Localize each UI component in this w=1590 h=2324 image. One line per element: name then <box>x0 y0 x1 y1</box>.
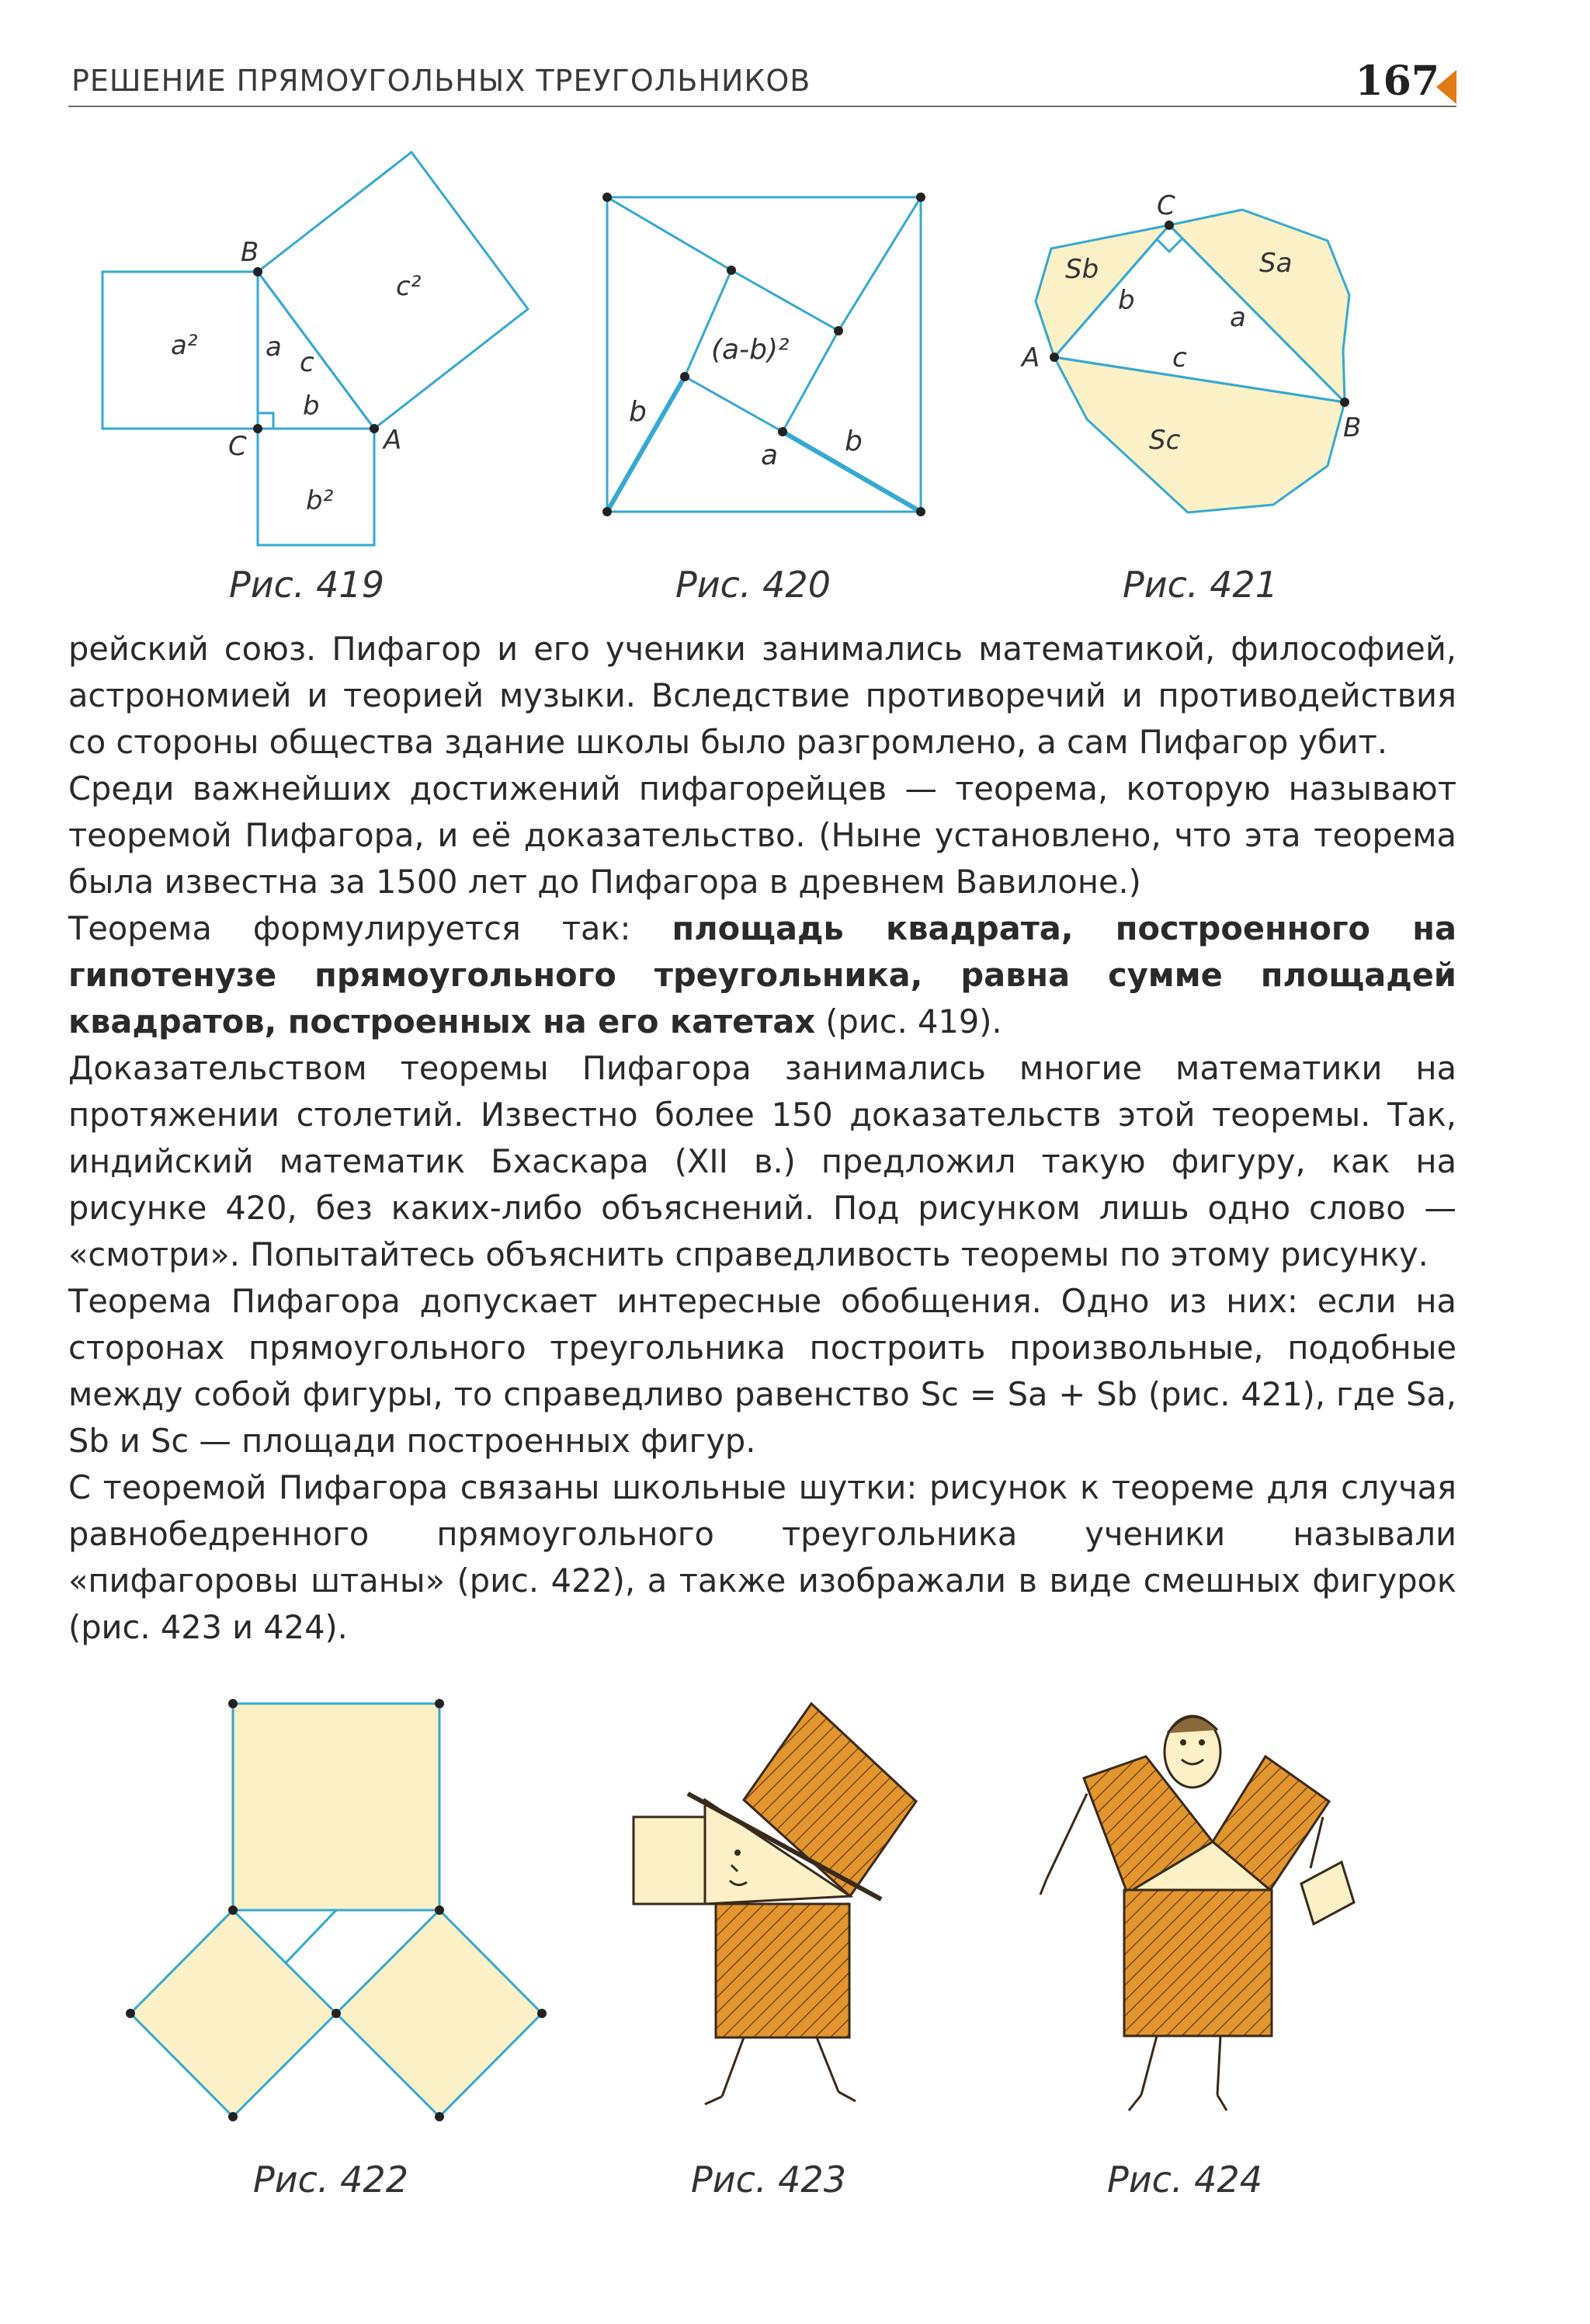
label-a2: a² <box>171 330 198 361</box>
label-b-bottom: b <box>845 426 863 457</box>
figure-421 <box>1017 186 1374 536</box>
caption-421: Рис. 421 <box>1123 564 1278 606</box>
label-a: a <box>1230 302 1246 333</box>
chapter-title: РЕШЕНИЕ ПРЯМОУГОЛЬНЫХ ТРЕУГОЛЬНИКОВ <box>71 64 811 98</box>
label-c: c <box>1172 342 1187 373</box>
figure-422 <box>124 1685 559 2135</box>
arm-left <box>1047 1794 1087 1879</box>
page-header <box>68 57 1456 107</box>
shape-Sb <box>1036 225 1169 357</box>
label-b: b <box>303 391 320 422</box>
paragraph-2: Среди важнейших достижений пифагорейцев — теорема, которую называют теоремой Пифагора, и её доказательство. (Ныне установлено, что эта теорема была известна за 1500 лет до Пифагора в древнем Вавилоне.) <box>68 769 1456 901</box>
caption-420: Рис. 420 <box>675 564 831 606</box>
caption-419: Рис. 419 <box>229 564 384 606</box>
paragraph-6: С теоремой Пифагора связаны школьные шутки: рисунок к теореме для случая равнобедренного прямоугольного треугольника ученики называли «пифагоровы штаны» (рис. 422), а также изображали в виде смешных фигурок (рис. 423 и 424). <box>68 1468 1456 1646</box>
figure-420 <box>598 186 939 528</box>
eye-left <box>1180 1739 1186 1746</box>
label-b2: b² <box>306 485 334 516</box>
square-leg-right <box>336 1910 542 2117</box>
leg-left <box>722 2037 744 2096</box>
label-a-minus-b-squared: (a-b)² <box>711 334 790 366</box>
leg-left <box>1141 2036 1157 2095</box>
right-angle-mark <box>1157 239 1182 252</box>
eye <box>734 1850 741 1856</box>
paragraph-4: Доказательством теоремы Пифагора занимались многие математики на протяжении столетий. Известно более 150 доказательств этой теоремы. Так, индийский математик Бхаскара (XII в.) предложил такую фигуру, как на рисунке 420, без каких-либо объяснений. Под рисунком лишь одно слово — «смотри». Попытайтесь объяснить справедливость теоремы по этому рисунку. <box>68 1049 1456 1273</box>
page-number: 167 <box>1355 57 1439 105</box>
leg-right <box>1217 2036 1220 2095</box>
paragraph-3 <box>68 905 1456 1045</box>
square-hypotenuse <box>233 1704 439 1910</box>
label-c2: c² <box>396 271 422 302</box>
body-square <box>1124 1890 1272 2036</box>
caption-424: Рис. 424 <box>1107 2159 1262 2201</box>
paragraph-5: Теорема Пифагора допускает интересные обобщения. Одно из них: если на сторонах прямоугольного треугольника построить произвольные, подобные между собой фигуры, то справедливо равенство Sc = Sa + Sb (рис. 421), где Sa, Sb и Sc — площади построенных фигур. <box>68 1282 1456 1460</box>
label-B: B <box>1343 412 1362 443</box>
briefcase <box>1301 1862 1354 1924</box>
caption-423: Рис. 423 <box>691 2159 846 2201</box>
label-c: c <box>300 347 314 378</box>
square-c2 <box>258 152 528 429</box>
figure-419 <box>78 132 559 567</box>
label-Sb: Sb <box>1065 254 1099 285</box>
leg-right <box>817 2037 838 2092</box>
label-C: C <box>228 431 247 462</box>
label-Sc: Sc <box>1149 425 1181 456</box>
square-large-leg <box>716 1904 849 2037</box>
paragraph-3-start: Теорема формулируется так: <box>68 909 672 947</box>
label-C: C <box>1157 190 1175 221</box>
paragraph-1: рейский союз. Пифагор и его ученики занимались математикой, философией, астрономией и теорией музыки. Вследствие противоречий и противодействия со стороны общества здание школы было разгромлено, а сам Пифагор убит. <box>68 630 1456 761</box>
caption-422: Рис. 422 <box>253 2159 408 2201</box>
theorem-statement: площадь квадрата, построенного на гипотенузе прямоугольного треугольника, равна сумме площадей квадратов, построенных на его катетах <box>68 909 1456 1040</box>
label-B: B <box>241 237 259 268</box>
label-Sa: Sa <box>1259 248 1293 279</box>
eye-right <box>1199 1739 1205 1746</box>
label-a: a <box>266 332 282 363</box>
label-A: A <box>1022 342 1040 373</box>
paragraph-3-end: (рис. 419). <box>815 1002 1002 1040</box>
figure-423 <box>613 1685 939 2135</box>
figure-424 <box>1009 1685 1382 2135</box>
page-marker-icon <box>1436 70 1456 104</box>
label-a-bottom: a <box>761 439 779 471</box>
shape-Sa <box>1169 210 1349 402</box>
label-b-left: b <box>629 396 647 428</box>
body-text <box>68 626 1456 1651</box>
label-b: b <box>1118 285 1135 316</box>
label-A: A <box>384 425 402 456</box>
